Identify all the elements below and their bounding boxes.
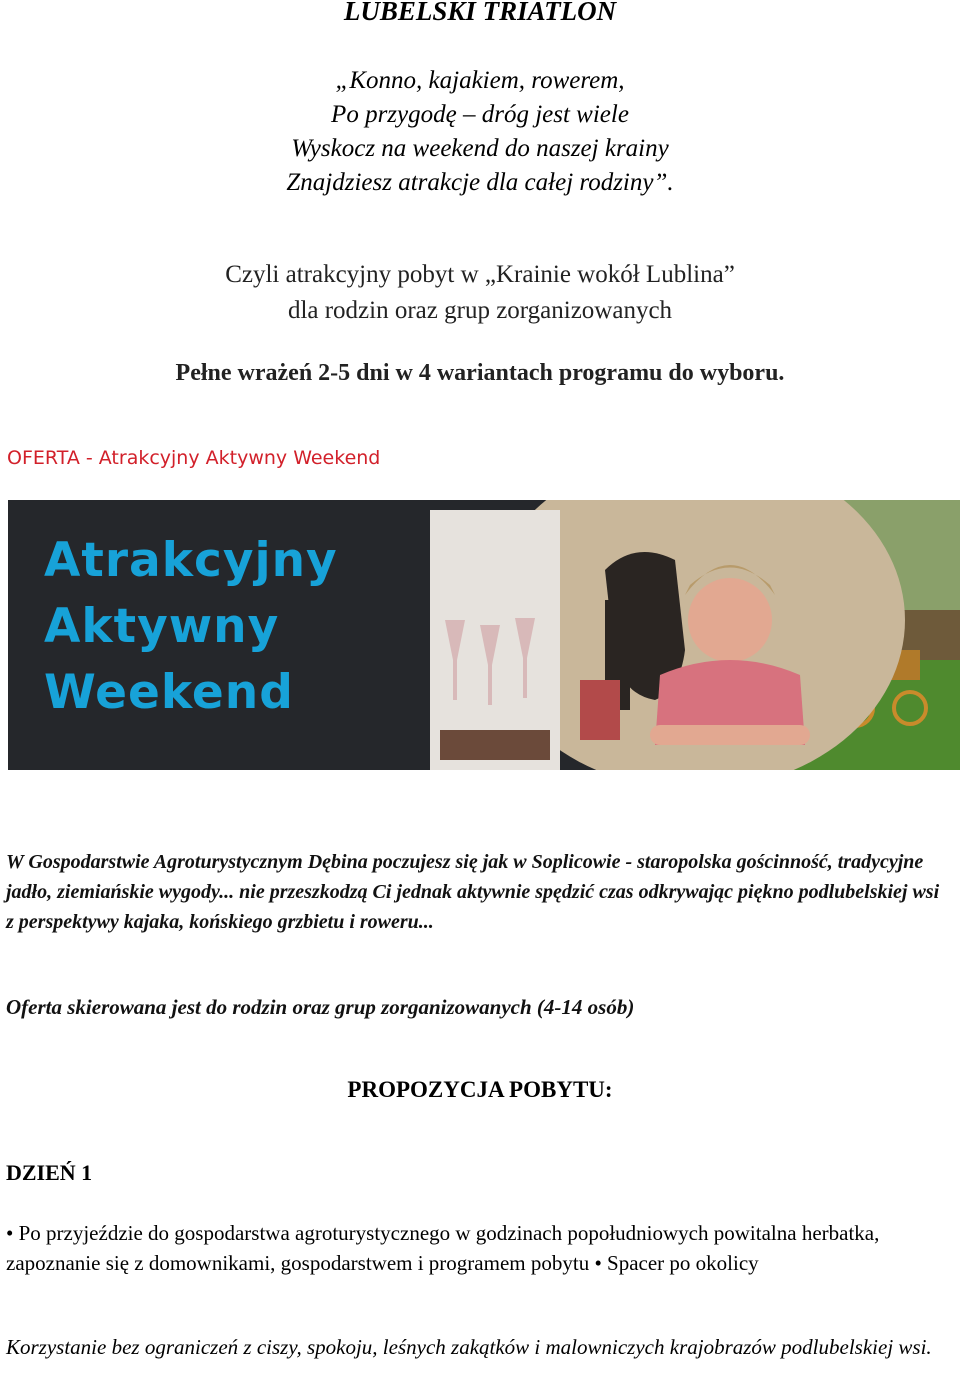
banner-text xyxy=(44,528,338,726)
intro-line: dla rodzin oraz grup zorganizowanych xyxy=(287,297,673,324)
intro xyxy=(0,257,960,329)
proposal-heading: PROPOZYCJA POBYTU: xyxy=(347,1077,613,1102)
intro-line: Czyli atrakcyjny pobyt w „Krainie wokół Lublina” xyxy=(225,261,735,288)
description: W Gospodarstwie Agroturystycznym Dębina poczujesz się jak w Soplicowie - staropolska gościnność, tradycyjne jadło, ziemiańskie wygody... nie przeszkodzą Ci jednak aktywnie spędzić czas odkrywając piękno podlubelskiej wsi z perspektywy kajaka, końskiego grzbietu i roweru... xyxy=(6,851,940,933)
poem-line: Po przygodę – dróg jest wiele xyxy=(331,101,629,128)
poem-line: „Konno, kajakiem, rowerem, xyxy=(335,67,625,94)
offer-banner xyxy=(8,500,960,770)
banner-line: Weekend xyxy=(44,665,294,720)
poem xyxy=(0,64,960,200)
poem-line: Wyskocz na weekend do naszej krainy xyxy=(291,135,669,162)
document-title: LUBELSKI TRIATLON xyxy=(343,0,617,26)
offer-link[interactable]: OFERTA - Atrakcyjny Aktywny Weekend xyxy=(7,447,381,469)
banner-line: Atrakcyjny xyxy=(44,533,338,588)
target-group: Oferta skierowana jest do rodzin oraz grup zorganizowanych (4-14 osób) xyxy=(6,995,635,1019)
day1-text: • Po przyjeździe do gospodarstwa agroturystycznego w godzinach popołudniowych powitalna herbatka, zapoznanie się z domownikami, gospodarstwem i programem pobytu • Spacer po okolicy xyxy=(6,1221,880,1275)
banner-photo xyxy=(430,500,960,770)
subheading: Pełne wrażeń 2-5 dni w 4 wariantach programu do wyboru. xyxy=(175,360,785,386)
poem-line: Znajdziesz atrakcje dla całej rodziny”. xyxy=(286,169,674,196)
day-heading: DZIEŃ 1 xyxy=(6,1160,93,1185)
closing-text: Korzystanie bez ograniczeń z ciszy, spokoju, leśnych zakątków i malowniczych krajobrazów podlubelskiej wsi. xyxy=(6,1335,932,1359)
banner-line: Aktywny xyxy=(44,599,280,654)
